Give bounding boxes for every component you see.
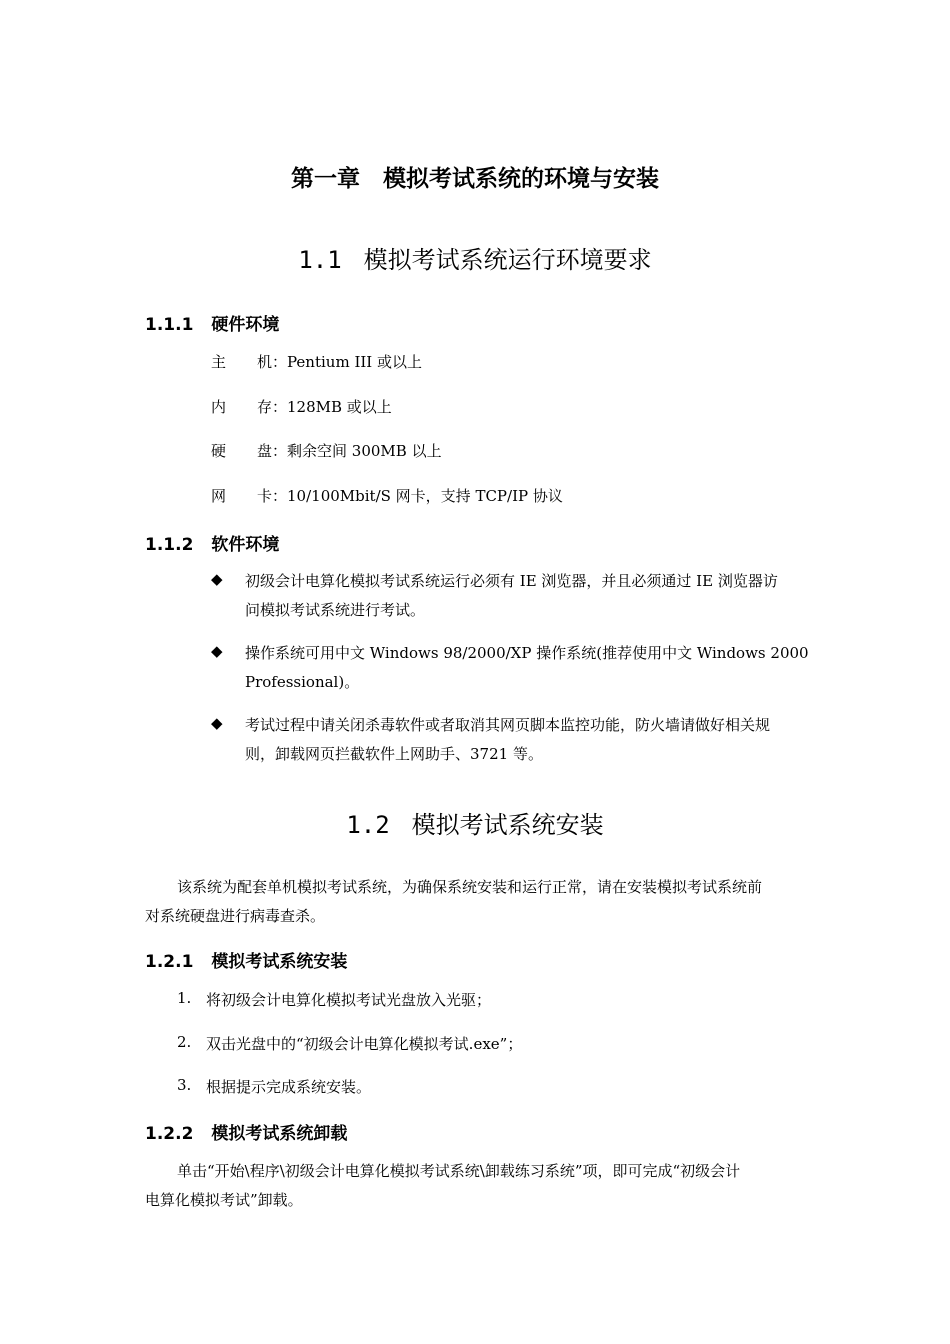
hardware-value: 剩余空间 300MB 以上	[287, 442, 442, 460]
step-number: 3.	[177, 1076, 192, 1094]
section-title: 模拟考试系统安装	[411, 811, 604, 839]
subsection-heading-1-2-2	[145, 1119, 347, 1144]
step-text: 双击光盘中的“初级会计电算化模拟考试.exe”；	[206, 1035, 523, 1053]
hardware-item-disk	[211, 440, 442, 461]
intro-paragraph-line: 该系统为配套单机模拟考试系统，为确保系统安装和运行正常，请在安装模拟考试系统前	[177, 878, 763, 896]
hardware-key: 主	[211, 353, 227, 371]
diamond-bullet-icon: ◆	[211, 570, 223, 588]
diamond-bullet-icon: ◆	[211, 714, 223, 732]
hardware-key-suffix: 盘：	[257, 442, 288, 460]
intro-paragraph-line: 对系统硬盘进行病毒查杀。	[145, 907, 326, 925]
section-number: 1.2	[346, 811, 390, 839]
uninstall-paragraph-line: 电算化模拟考试”卸载。	[145, 1191, 303, 1209]
section-heading-1-2	[0, 805, 950, 840]
software-item-line: 考试过程中请关闭杀毒软件或者取消其网页脚本监控功能，防火墙请做好相关规	[245, 716, 771, 734]
step-text: 将初级会计电算化模拟考试光盘放入光驱；	[206, 991, 492, 1009]
chapter-title: 第一章 模拟考试系统的环境与安装	[291, 166, 659, 192]
subsection-heading-1-1-2	[145, 530, 279, 555]
diamond-bullet-icon: ◆	[211, 642, 223, 660]
software-item-line: Professional)。	[245, 673, 360, 691]
subsection-number: 1.1.2	[145, 535, 194, 555]
subsection-heading-1-1-1	[145, 310, 279, 335]
subsection-title: 软件环境	[211, 535, 280, 555]
hardware-value: 10/100Mbit/S 网卡，支持 TCP/IP 协议	[287, 487, 563, 505]
subsection-number: 1.2.2	[145, 1124, 194, 1144]
hardware-key: 网	[211, 487, 227, 505]
hardware-value: 128MB 或以上	[287, 398, 392, 416]
section-title: 模拟考试系统运行环境要求	[363, 246, 652, 274]
software-item-line: 则，卸载网页拦截软件上网助手、3721 等。	[245, 745, 543, 763]
step-number: 2.	[177, 1033, 192, 1051]
subsection-title: 模拟考试系统安装	[211, 952, 348, 972]
step-text: 根据提示完成系统安装。	[206, 1078, 372, 1096]
uninstall-paragraph-line: 单击“开始\程序\初级会计电算化模拟考试系统\卸载练习系统”项，即可完成“初级会计	[177, 1162, 741, 1180]
software-item-line: 问模拟考试系统进行考试。	[245, 601, 426, 619]
software-item-line: 操作系统可用中文 Windows 98/2000/XP 操作系统(推荐使用中文 Windows 2000	[245, 644, 809, 662]
hardware-key-suffix: 卡：	[257, 487, 288, 505]
hardware-item-cpu	[211, 351, 422, 372]
step-number: 1.	[177, 989, 192, 1007]
hardware-item-memory	[211, 396, 392, 417]
section-heading-1-1	[0, 240, 950, 275]
subsection-number: 1.1.1	[145, 315, 194, 335]
hardware-key: 内	[211, 398, 227, 416]
hardware-value: Pentium III 或以上	[287, 353, 422, 371]
software-item-line: 初级会计电算化模拟考试系统运行必须有 IE 浏览器，并且必须通过 IE 浏览器访	[245, 572, 778, 590]
hardware-key: 硬	[211, 442, 227, 460]
hardware-key-suffix: 存：	[257, 398, 288, 416]
hardware-item-network	[211, 485, 563, 506]
hardware-key-suffix: 机：	[257, 353, 288, 371]
section-number: 1.1	[298, 246, 342, 274]
subsection-title: 硬件环境	[211, 315, 280, 335]
subsection-number: 1.2.1	[145, 952, 194, 972]
subsection-heading-1-2-1	[145, 947, 347, 972]
subsection-title: 模拟考试系统卸载	[211, 1124, 348, 1144]
